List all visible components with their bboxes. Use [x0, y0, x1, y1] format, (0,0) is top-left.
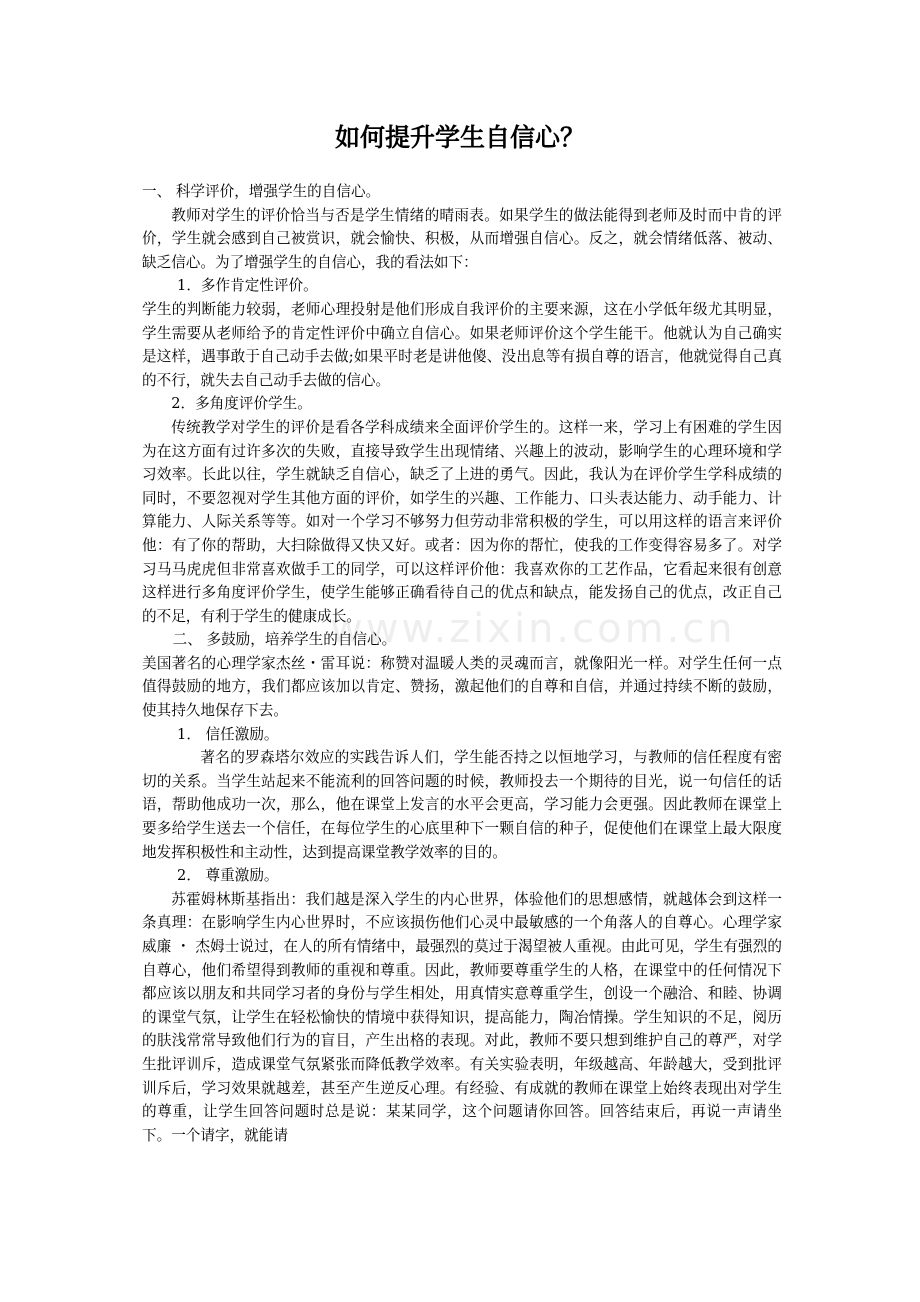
- body-paragraph: 著名的罗森塔尔效应的实践告诉人们，学生能否持之以恒地学习，与教师的信任程度有密切的关系。当学生站起来不能流利的回答问题的时候，教师投去一个期待的目光，说一句信任的话语，帮助他成功一次，那么，他在课堂上发言的水平会更高，学习能力会更强。因此教师在课堂上要多给学生送去一个信任，在每位学生的心底里种下一颗自信的种子，促使他们在课堂上最大限度地发挥积极性和主动性，达到提高课堂教学效率的目的。: [142, 749, 782, 861]
- body-paragraph: 学生的判断能力较弱，老师心理投射是他们形成自我评价的主要来源，这在小学低年级尤其明显，学生需要从老师给予的肯定性评价中确立自信心。如果老师评价这个学生能干。他就认为自己确实是这样，遇事敢于自己动手去做;如果平时老是讲他傻、没出息等有损自尊的语言，他就觉得自己真的不行，就失去自己动手去做的信心。: [142, 300, 782, 389]
- subheading-1-2: 2．多角度评价学生。: [171, 395, 312, 413]
- body-paragraph: 苏霍姆林斯基指出：我们越是深入学生的内心世界，体验他们的思想感情，就越体会到这样一条真理：在影响学生内心世界时，不应该损伤他们心灵中最敏感的一个角落人的自尊心。心理学家威廉 ・ 杰姆士说过，在人的所有情绪中，最强烈的莫过于渴望被人重视。由此可见，学生有强烈的自尊心，他们希望得到教师的重视和尊重。因此，教师要尊重学生的人格，在课堂中的任何情况下都应该以朋友和共同学习者的身份与学生相处，用真情实意尊重学生，创设一个融洽、和睦、协调的课堂气氛，让学生在轻松愉快的情境中获得知识，提高能力，陶冶情操。学生知识的不足，阅历的肤浅常常导致他们行为的盲目，产生出格的表现。对此，教师不要只想到维护自己的尊严，对学生批评训斥，造成课堂气氛紧张而降低教学效率。有关实验表明，年级越高、年龄越大，受到批评训斥后，学习效果就越差，甚至产生逆反心理。有经验、有成就的教师在课堂上始终表现出对学生的尊重，让学生回答问题时总是说：某某同学，这个问题请你回答。回答结束后，再说一声请坐下。一个请字，就能请: [142, 890, 782, 1144]
- body-paragraph: 传统教学对学生的评价是看各学科成绩来全面评价学生的。这样一来，学习上有困难的学生因为在这方面有过许多次的失败，直接导致学生出现情绪、兴趣上的波动，影响学生的心理环境和学习效率。长此以往，学生就缺乏自信心，缺乏了上进的勇气。因此，我认为在评价学生学科成绩的同时，不要忽视对学生其他方面的评价，如学生的兴趣、工作能力、口头表达能力、动手能力、计算能力、人际关系等等。如对一个学习不够努力但劳动非常积极的学生，可以用这样的语言来评价他：有了你的帮助，大扫除做得又快又好。或者：因为你的帮忙，使我的工作变得容易多了。对学习马马虎虎但非常喜欢做手工的同学，可以这样评价他：我喜欢你的工艺作品，它看起来很有创意这样进行多角度评价学生，使学生能够正确看待自己的优点和缺点，能发扬自己的优点，改正自己的不足，有利于学生的健康成长。: [142, 418, 782, 625]
- body-paragraph: 美国著名的心理学家杰丝・雷耳说：称赞对温暖人类的灵魂而言，就像阳光一样。对学生任何一点值得鼓励的地方，我们都应该加以肯定、赞扬，激起他们的自尊和自信，并通过持续不断的鼓励，使其持久地保存下去。: [142, 654, 782, 720]
- section-heading-2: 二、 多鼓励，培养学生的自信心。: [172, 631, 397, 649]
- document-body: [142, 180, 782, 1147]
- page-title: 如何提升学生自信心？: [334, 123, 585, 152]
- section-heading-1: 一、 科学评价，增强学生的自信心。: [142, 183, 381, 200]
- subheading-1-1: 1．多作肯定性评价。: [177, 277, 318, 295]
- watermark: www.zixin.com.cn: [330, 606, 736, 652]
- body-paragraph: 教师对学生的评价恰当与否是学生情绪的晴雨表。如果学生的做法能得到老师及时而中肯的评价，学生就会感到自己被赏识，就会愉快、积极，从而增强自信心。反之，就会情绪低落、被动、缺乏信心。为了增强学生的自信心，我的看法如下：: [142, 206, 782, 271]
- subheading-2-1: 1． 信任激励。: [177, 725, 279, 743]
- subheading-2-2: 2． 尊重激励。: [177, 867, 279, 885]
